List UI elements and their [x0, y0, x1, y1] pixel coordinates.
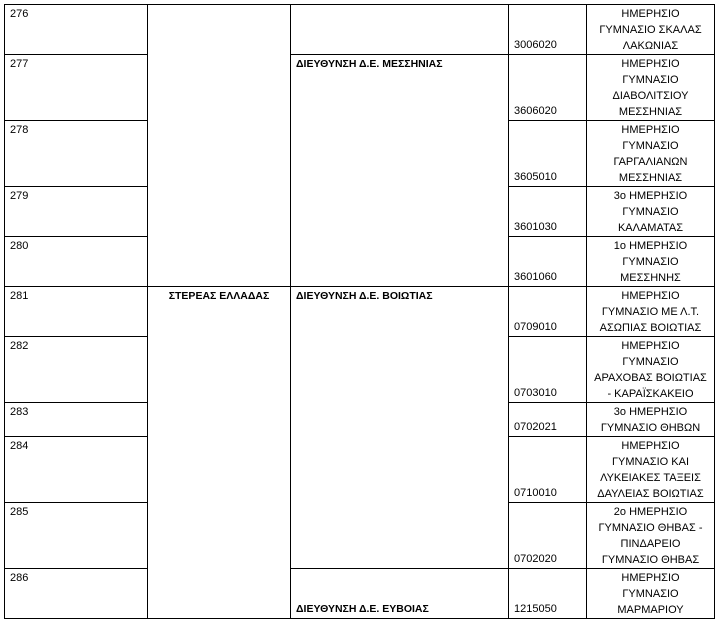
school-name: ΗΜΕΡΗΣΙΟ ΓΥΜΝΑΣΙΟ ΜΑΡΜΑΡΙΟΥ	[587, 569, 715, 619]
school-name: ΗΜΕΡΗΣΙΟ ΓΥΜΝΑΣΙΟ ΚΑΙ ΛΥΚΕΙΑΚΕΣ ΤΑΞΕΙΣ ΔΑΥΛΕΙΑΣ ΒΟΙΩΤΙΑΣ	[587, 437, 715, 503]
row-number: 277	[5, 55, 148, 121]
school-name: 2ο ΗΜΕΡΗΣΙΟ ΓΥΜΝΑΣΙΟ ΘΗΒΑΣ - ΠΙΝΔΑΡΕΙΟ ΓΥΜΝΑΣΙΟ ΘΗΒΑΣ	[587, 503, 715, 569]
row-number: 285	[5, 503, 148, 569]
school-name: 3ο ΗΜΕΡΗΣΙΟ ΓΥΜΝΑΣΙΟ ΘΗΒΩΝ	[587, 403, 715, 437]
row-number: 282	[5, 337, 148, 403]
school-code: 0702020	[509, 503, 587, 569]
school-name: ΗΜΕΡΗΣΙΟ ΓΥΜΝΑΣΙΟ ΑΡΑΧΟΒΑΣ ΒΟΙΩΤΙΑΣ - ΚΑΡΑΪΣΚΑΚΕΙΟ	[587, 337, 715, 403]
table-row	[5, 569, 715, 619]
school-name: ΗΜΕΡΗΣΙΟ ΓΥΜΝΑΣΙΟ ΣΚΑΛΑΣ ΛΑΚΩΝΙΑΣ	[587, 5, 715, 55]
school-code: 3605010	[509, 121, 587, 187]
school-code: 3006020	[509, 5, 587, 55]
school-code: 3606020	[509, 55, 587, 121]
school-code: 3601060	[509, 237, 587, 287]
row-number: 286	[5, 569, 148, 619]
row-number: 276	[5, 5, 148, 55]
table-row	[5, 55, 715, 121]
school-name: 3ο ΗΜΕΡΗΣΙΟ ΓΥΜΝΑΣΙΟ ΚΑΛΑΜΑΤΑΣ	[587, 187, 715, 237]
school-code: 0703010	[509, 337, 587, 403]
row-number: 281	[5, 287, 148, 337]
school-name: ΗΜΕΡΗΣΙΟ ΓΥΜΝΑΣΙΟ ΔΙΑΒΟΛΙΤΣΙΟΥ ΜΕΣΣΗΝΙΑΣ	[587, 55, 715, 121]
school-code: 0702021	[509, 403, 587, 437]
school-code: 0709010	[509, 287, 587, 337]
school-name: 1ο ΗΜΕΡΗΣΙΟ ΓΥΜΝΑΣΙΟ ΜΕΣΣΗΝΗΣ	[587, 237, 715, 287]
schools-table	[4, 4, 715, 619]
school-name: ΗΜΕΡΗΣΙΟ ΓΥΜΝΑΣΙΟ ΓΑΡΓΑΛΙΑΝΩΝ ΜΕΣΣΗΝΙΑΣ	[587, 121, 715, 187]
school-code: 1215050	[509, 569, 587, 619]
region-sterea-ellada: ΣΤΕΡΕΑΣ ΕΛΛΑΔΑΣ	[148, 287, 291, 619]
row-number: 280	[5, 237, 148, 287]
directorate-voiotia: ΔΙΕΥΘΥΝΣΗ Δ.Ε. ΒΟΙΩΤΙΑΣ	[291, 287, 509, 569]
school-code: 3601030	[509, 187, 587, 237]
row-number: 283	[5, 403, 148, 437]
row-number: 279	[5, 187, 148, 237]
directorate-messinia: ΔΙΕΥΘΥΝΣΗ Δ.Ε. ΜΕΣΣΗΝΙΑΣ	[291, 55, 509, 287]
directorate-evvoia: ΔΙΕΥΘΥΝΣΗ Δ.Ε. ΕΥΒΟΙΑΣ	[291, 569, 509, 619]
directorate-cell-empty	[291, 5, 509, 55]
school-code: 0710010	[509, 437, 587, 503]
row-number: 278	[5, 121, 148, 187]
region-cell-empty	[148, 5, 291, 287]
table-row	[5, 5, 715, 55]
school-name: ΗΜΕΡΗΣΙΟ ΓΥΜΝΑΣΙΟ ΜΕ Λ.Τ. ΑΣΩΠΙΑΣ ΒΟΙΩΤΙΑΣ	[587, 287, 715, 337]
table-row	[5, 287, 715, 337]
row-number: 284	[5, 437, 148, 503]
